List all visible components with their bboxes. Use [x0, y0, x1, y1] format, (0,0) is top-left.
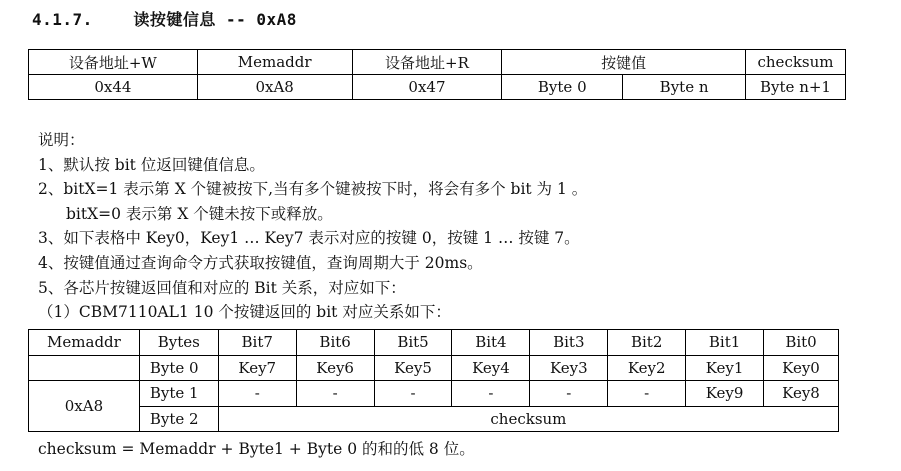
note-line: bitX=0 表示第 X 个键未按下或释放。	[66, 204, 333, 223]
bit-cell: -	[218, 381, 296, 407]
bit-cell: Key4	[452, 355, 530, 381]
bit-cell: -	[452, 381, 530, 407]
bit-cell: Key2	[608, 355, 686, 381]
bit-mapping-table	[28, 329, 839, 432]
bit-cell: -	[608, 381, 686, 407]
header-cell: Bit3	[530, 330, 608, 356]
bit-cell: -	[374, 381, 452, 407]
note-line: 2、bitX=1 表示第 X 个键被按下,当有多个键被按下时，将会有多个 bit 为 1 。	[38, 180, 588, 199]
note-line: （1）CBM7110AL1 10 个按键返回的 bit 对应关系如下：	[38, 303, 451, 322]
byte-label: Byte 1	[139, 381, 218, 407]
memaddr-cell: 0xA8	[29, 381, 140, 432]
note-line: 1、默认按 bit 位返回键值信息。	[38, 155, 265, 174]
table-row	[29, 406, 839, 432]
bit-cell: Key9	[686, 381, 764, 407]
byte-label: Byte 2	[139, 406, 218, 432]
header-cell: 设备地址+R	[352, 50, 502, 75]
notes-block	[38, 128, 587, 325]
header-cell: checksum	[746, 50, 846, 75]
bit-cell: Key3	[530, 355, 608, 381]
header-cell: Memaddr	[197, 50, 352, 75]
value-cell: Byte n	[623, 75, 746, 100]
table-row	[29, 50, 846, 75]
header-cell: Bit1	[686, 330, 764, 356]
value-cell: 0x47	[352, 75, 502, 100]
value-cell: Byte 0	[502, 75, 623, 100]
header-cell: 按键值	[502, 50, 746, 75]
notes-title: 说明：	[38, 131, 85, 149]
byte-label: Byte 0	[139, 355, 218, 381]
value-cell: 0x44	[29, 75, 198, 100]
checksum-cell: checksum	[218, 406, 838, 432]
checksum-note: checksum = Memaddr + Byte1 + Byte 0 的和的低 8 位。	[38, 440, 475, 458]
header-cell: Bit2	[608, 330, 686, 356]
header-cell: Memaddr	[29, 330, 140, 356]
bit-cell: Key0	[764, 355, 839, 381]
value-cell: Byte n+1	[746, 75, 846, 100]
section-number: 4.1.7.	[32, 10, 93, 29]
bit-cell: Key7	[218, 355, 296, 381]
table-row	[29, 330, 839, 356]
bit-cell: Key1	[686, 355, 764, 381]
note-line: 3、如下表格中 Key0，Key1 … Key7 表示对应的按键 0，按键 1 … 按键 7。	[38, 229, 580, 248]
table-row	[29, 355, 839, 381]
value-cell: 0xA8	[197, 75, 352, 100]
bit-cell: Key8	[764, 381, 839, 407]
header-cell: Bit0	[764, 330, 839, 356]
section-title: 读按键信息 -- 0xA8	[133, 10, 297, 29]
header-cell: Bit6	[296, 330, 374, 356]
note-line: 4、按键值通过查询命令方式获取按键值，查询周期大于 20ms。	[38, 253, 483, 272]
empty-cell	[29, 355, 140, 381]
table-row	[29, 381, 839, 407]
bit-cell: Key6	[296, 355, 374, 381]
header-cell: Bit4	[452, 330, 530, 356]
table-row	[29, 75, 846, 100]
section-heading	[32, 7, 297, 30]
header-cell: Bytes	[139, 330, 218, 356]
note-line: 5、各芯片按键返回值和对应的 Bit 关系，对应如下：	[38, 278, 406, 297]
header-cell: Bit5	[374, 330, 452, 356]
bit-cell: -	[530, 381, 608, 407]
header-cell: Bit7	[218, 330, 296, 356]
bit-cell: -	[296, 381, 374, 407]
header-cell: 设备地址+W	[29, 50, 198, 75]
bit-cell: Key5	[374, 355, 452, 381]
frame-format-table	[28, 49, 846, 100]
